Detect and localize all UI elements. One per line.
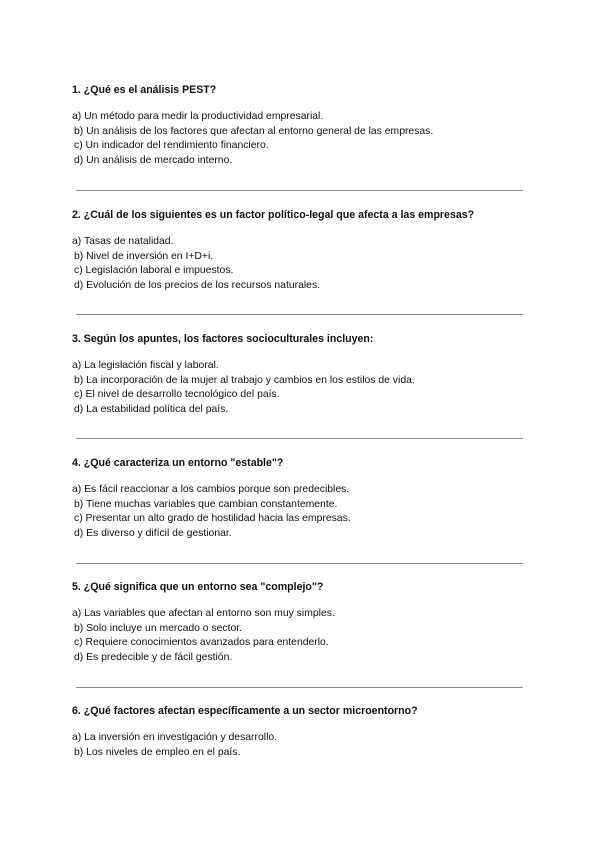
question-1-option-d: d) Un análisis de mercado interno. <box>74 155 233 167</box>
question-2 <box>72 209 524 294</box>
question-5-title: 5. ¿Qué significa que un entorno sea "complejo"? <box>72 581 324 593</box>
question-3-option-a: a) La legislación fiscal y laboral. <box>72 360 219 371</box>
question-3-options <box>72 359 524 418</box>
question-4-option-c: c) Presentar un alto grado de hostilidad hacia las empresas. <box>74 513 351 525</box>
question-3-title: 3. Según los apuntes, los factores socioculturales incluyen: <box>72 333 374 345</box>
question-1 <box>72 84 524 169</box>
separator-4 <box>76 563 523 564</box>
question-5-option-b: b) Solo incluye un mercado o sector. <box>74 622 243 634</box>
question-2-options <box>72 235 524 294</box>
question-4-option-d: d) Es diverso y difícil de gestionar. <box>74 528 232 540</box>
question-5 <box>72 581 524 666</box>
question-2-option-a: a) Tasas de natalidad. <box>72 236 174 247</box>
question-5-option-c: c) Requiere conocimientos avanzados para entenderlo. <box>74 637 329 649</box>
question-1-option-c: c) Un indicador del rendimiento financiero. <box>74 140 269 152</box>
question-4-option-a: a) Es fácil reaccionar a los cambios porque son predecibles. <box>72 484 350 495</box>
question-6-title: 6. ¿Qué factores afectan específicamente a un sector microentorno? <box>72 705 418 717</box>
question-1-title: 1. ¿Qué es el análisis PEST? <box>72 84 217 96</box>
separator-5 <box>76 687 523 688</box>
question-3-option-d: d) La estabilidad política del país. <box>74 404 229 416</box>
question-2-option-b: b) Nivel de inversión en I+D+i. <box>74 250 214 262</box>
question-2-title: 2. ¿Cuál de los siguientes es un factor político-legal que afecta a las empresas? <box>72 209 475 221</box>
question-1-option-b: b) Un análisis de los factores que afectan al entorno general de las empresas. <box>74 125 434 137</box>
question-4-option-b: b) Tiene muchas variables que cambian constantemente. <box>74 498 338 510</box>
question-6-option-a: a) La inversión en investigación y desarrollo. <box>72 732 278 743</box>
question-6-options <box>72 731 524 760</box>
question-2-option-c: c) Legislación laboral e impuestos. <box>74 265 234 277</box>
question-3-option-b: b) La incorporación de la mujer al trabajo y cambios en los estilos de vida. <box>74 374 415 386</box>
question-1-options <box>72 110 524 169</box>
question-5-options <box>72 607 524 666</box>
question-5-option-d: d) Es predecible y de fácil gestión. <box>74 652 233 664</box>
separator-3 <box>76 438 523 439</box>
separator-1 <box>76 190 523 191</box>
question-4-options <box>72 483 524 542</box>
question-6-option-b: b) Los niveles de empleo en el país. <box>74 746 241 758</box>
question-4-title: 4. ¿Qué caracteriza un entorno "estable"? <box>72 457 284 469</box>
question-5-option-a: a) Las variables que afectan al entorno son muy simples. <box>72 608 335 619</box>
question-6 <box>72 705 524 760</box>
question-3 <box>72 333 524 418</box>
separator-2 <box>76 314 523 315</box>
question-3-option-c: c) El nivel de desarrollo tecnológico del país. <box>74 389 280 401</box>
question-1-option-a: a) Un método para medir la productividad empresarial. <box>72 111 324 122</box>
question-4 <box>72 457 524 542</box>
question-2-option-d: d) Evolución de los precios de los recursos naturales. <box>74 280 321 292</box>
